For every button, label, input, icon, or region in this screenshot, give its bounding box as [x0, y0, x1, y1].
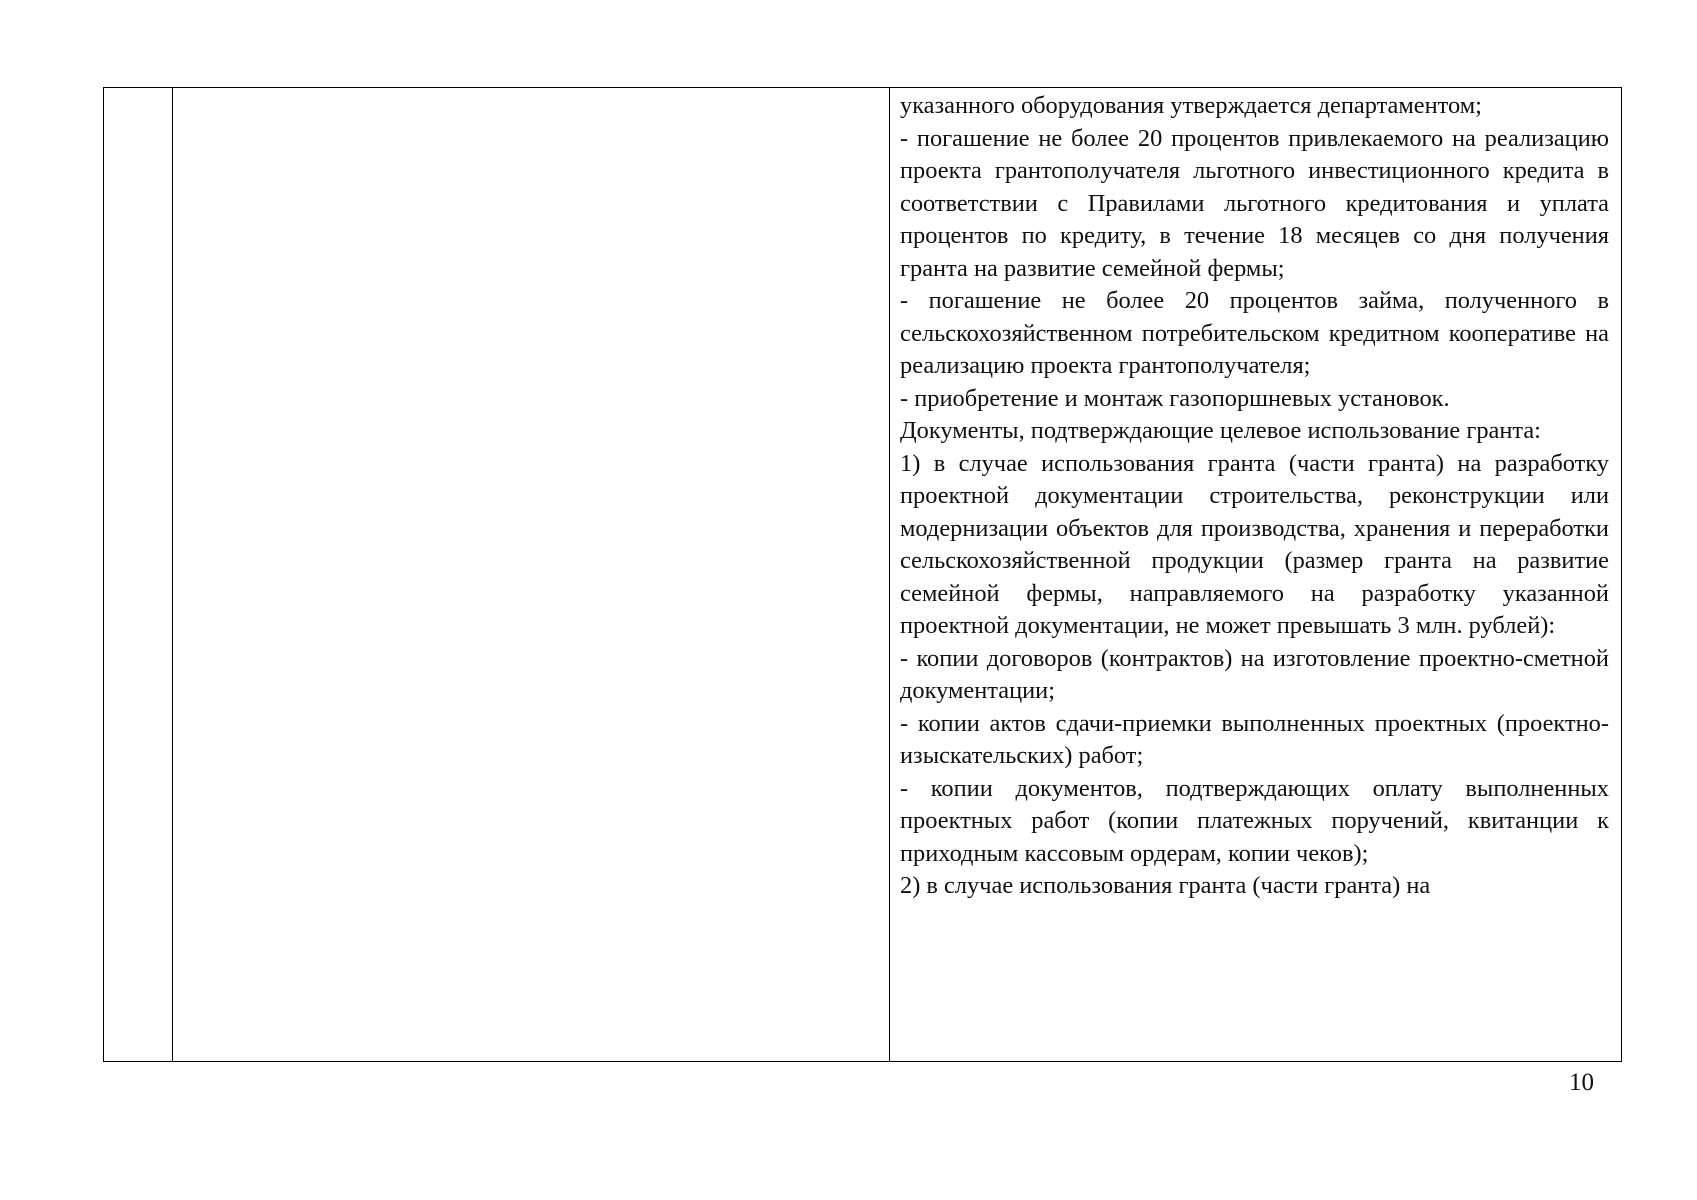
table-column-divider-1 [172, 88, 173, 1061]
cell-paragraph: - копии договоров (контрактов) на изготовление проектно-сметной документации; [900, 644, 1609, 704]
table-column-divider-2 [889, 88, 890, 1061]
cell-paragraph: - копии документов, подтверждающих оплату выполненных проектных работ (копии платежных поручений, квитанции к приходным кассовым ордерам, копии чеков); [900, 774, 1609, 867]
page-number: 10 [1569, 1069, 1594, 1096]
cell-paragraph: 2) в случае использования гранта (части гранта) на [900, 872, 1431, 899]
cell-paragraph: Документы, подтверждающие целевое использование гранта: [900, 417, 1541, 444]
cell-paragraph: - приобретение и монтаж газопоршневых установок. [900, 384, 1450, 412]
cell-paragraph: - погашение не более 20 процентов займа, полученного в сельскохозяйственном потребительском кредитном кооперативе на реализацию проекта грантополучателя; [900, 287, 1609, 379]
cell-paragraph: 1) в случае использования гранта (части гранта) на разработку проектной документации строительства, реконструкции или модернизации объектов для производства, хранения и переработки сельскохозяйственной продукции (размер гранта на развитие семейной фермы, направляемого на разработку указанной проектной документации, не может превышать 3 млн. рублей): [900, 449, 1609, 639]
cell-paragraph: указанного оборудования утверждается департаментом; [900, 92, 1482, 119]
document-table [103, 87, 1622, 1062]
table-cell-text [900, 90, 1609, 903]
cell-paragraph: - погашение не более 20 процентов привлекаемого на реализацию проекта грантополучателя льготного инвестиционного кредита в соответствии с Правилами льготного кредитования и уплата процентов по кредиту, в течение 18 месяцев со дня получения гранта на развитие семейной фермы; [900, 124, 1609, 282]
cell-paragraph: - копии актов сдачи-приемки выполненных проектных (проектно-изыскательских) работ; [900, 709, 1609, 769]
